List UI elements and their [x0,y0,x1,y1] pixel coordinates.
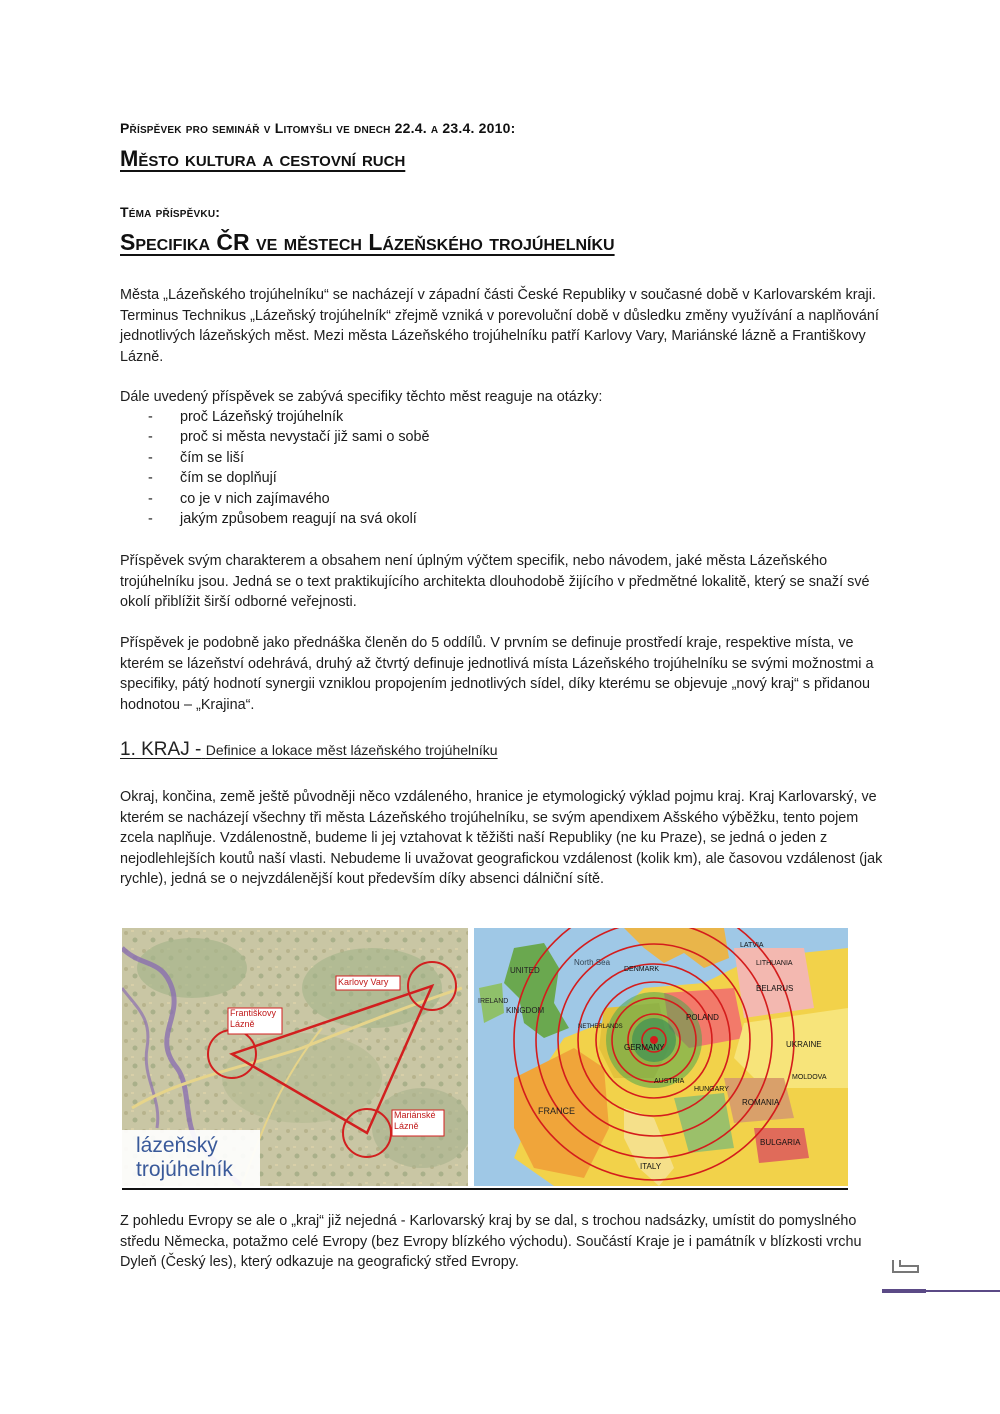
map-label-hungary: HUNGARY [694,1086,729,1093]
map-label-uk: UNITED [510,966,540,975]
map-caption: lázeňský trojúhelník [136,1134,233,1181]
intro-paragraph-2: Dále uvedený příspěvek se zabývá specifiky těchto měst reaguje na otázky: [120,389,603,405]
intro-paragraph-1: Města „Lázeňského trojúhelníku“ se nacházejí v západní části České Republiky v současné době v Karlovarském kraji. Terminus Technikus „Lázeňský trojúhelník“ zřejmě vzniká v porevoluční době v důsledku změny využívání a naplňování jednotlivých lázeňských měst. Mezi města Lázeňského trojúhelníku patří Karlovy Vary, Mariánské lázně a Františkovy Lázně. [120,287,879,365]
section-1-paragraph-1: Okraj, končina, země ještě původněji něco vzdáleného, hranice je etymologický výklad pojmu kraj. Kraj Karlovarský, ve kterém se nacházejí všechny tři města Lázeňského trojúhelníku, se svým apendixem Ašského výběžku, tento pojem zcela naplňuje. Vzdálenostně, budeme li jej vztahovat k těžišti naší Republiky (ne ku Praze), se jedná o jeden z nejodlehlejších koutů naší vlasti. Nebudeme li uvažovat geografickou vzdálenost (kolik km), ale časovou vzdálenost (jak rychle), jedná se o nejvzdálenější kout především díky absenci dálniční sítě. [120,789,883,887]
figure-rule [122,1188,848,1190]
list-item: - proč Lázeňský trojúhelník [148,409,344,425]
topic-label: Téma příspěvku: [120,204,221,220]
map-label-romania: ROMANIA [742,1098,780,1107]
europe-center-map [474,928,848,1186]
intro-paragraph-4: Příspěvek je podobně jako přednáška členěn do 5 oddílů. V prvním se definuje prostředí kraje, respektive místa, ve kterém se lázeňství odehrává, druhý až čtvrtý definuje jednotlivá místa Lázeňského trojúhelníku se svými možnostmi a specifiky, pátý hodnotí synergii vzniklou propojením jednotlivých sídel, díky kterému se objevuje „nový kraj“ s přidanou hodnotou – „Krajina“. [120,635,874,713]
map-label-germany: GERMANY [624,1043,665,1052]
list-item: - co je v nich zajímavého [148,490,330,507]
map-label-lithuania: LITHUANIA [756,960,793,967]
map-label-latvia: LATVIA [740,942,764,949]
city-label-karlovy-vary: Karlovy Vary [338,977,389,987]
document-title: Město kultura a cestovní ruch [120,146,406,171]
list-item: - čím se liší [148,449,244,466]
city-label-frantiskovy-lazne: Františkovy Lázně [230,1008,277,1029]
map-label-bulgaria: BULGARIA [760,1138,801,1147]
questions-list [120,407,430,529]
map-label-austria: AUSTRIA [654,1078,685,1085]
spa-triangle-map [122,928,468,1186]
seminar-heading: Příspěvek pro seminář v Litomyšli ve dnech 22.4. a 23.4. 2010: [120,120,516,136]
section-1-paragraph-2: Z pohledu Evropy se ale o „kraj“ již nejedná - Karlovarský kraj by se dal, s trochou nadsázky, umístit do pomyslného středu Německa, potažmo celé Evropy (bez Evropy blízkého východu). Součástí Kraje je i památník v blízkosti vrchu Dyleň (Český les), který odkazuje na geografický střed Evropy. [120,1213,862,1270]
list-item: - jakým způsobem reagují na svá okolí [148,511,417,528]
city-label-marianske-lazne: Mariánské Lázně [394,1110,436,1131]
map-label-kingdom: KINGDOM [506,1006,545,1015]
section-1-heading [120,739,498,761]
footer-accent-line [882,1290,1000,1292]
list-item: - proč si města nevystačí již sami o sobě [148,429,430,446]
map-label-moldova: MOLDOVA [792,1074,827,1081]
intro-paragraph-3: Příspěvek svým charakterem a obsahem není úplným výčtem specifik, nebo návodem, jaké města Lázeňského trojúhelníku jsou. Jedná se o text praktikujícího architekta dlouhodobě žijícího v předmětné lokalitě, který se snaží své okolí přiblížit širší odborné veřejnosti. [120,553,870,610]
map-label-france: FRANCE [538,1106,576,1116]
map-label-denmark: DENMARK [624,966,660,973]
maps-figure [122,928,848,1190]
page-corner-icon [890,1258,924,1283]
list-item: - čím se doplňují [148,470,277,487]
map-label-italy: ITALY [640,1162,662,1171]
map-label-ireland: IRELAND [478,998,509,1005]
map-label-ukraine: UKRAINE [786,1040,822,1049]
map-label-belarus: BELARUS [756,984,794,993]
section-1-number: 1. KRAJ - [120,739,202,760]
map-label-sea: North Sea [574,958,611,967]
section-1-subtitle: Definice a lokace měst lázeňského trojúhelníku [205,742,498,758]
map-label-netherlands: NETHERLANDS [578,1024,623,1030]
map-label-poland: POLAND [686,1013,719,1022]
topic-title: Specifika ČR ve městech Lázeňského trojúhelníku [120,229,615,255]
